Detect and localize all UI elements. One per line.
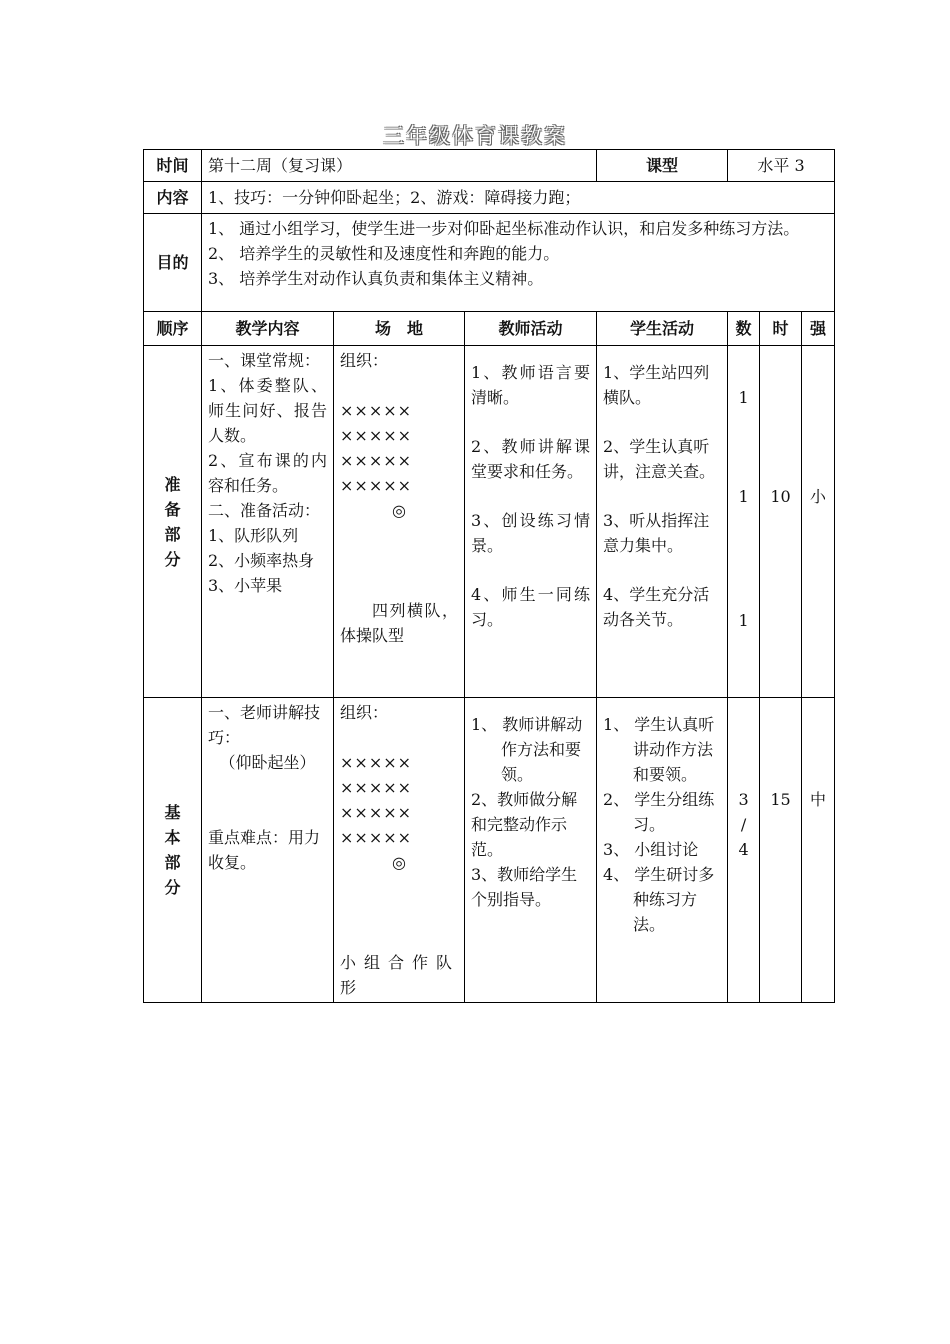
- formation-row: ×××××: [340, 401, 413, 420]
- formation-row: ×××××: [340, 778, 413, 797]
- prep-site: [334, 346, 465, 698]
- row-prep: [144, 346, 835, 698]
- site-note: 四列横队，体操队型: [340, 601, 458, 645]
- list-item: 1、教师语言要清晰。: [471, 363, 591, 407]
- count-value: 1: [738, 388, 749, 407]
- goal-item: 3、 培养学生对动作认真负责和集体主义精神。: [208, 269, 544, 288]
- content-label: 内容: [144, 182, 202, 214]
- list-item: （仰卧起坐）: [219, 753, 316, 772]
- goal-item: 2、 培养学生的灵敏性和及速度性和奔跑的能力。: [208, 244, 560, 263]
- list-item: 3、听从指挥注意力集中。: [603, 511, 710, 555]
- site-label: 组织：: [340, 351, 389, 370]
- header-teacher-activity: 教师活动: [465, 312, 597, 346]
- prep-intensity: 小: [802, 346, 835, 698]
- list-item: 2、 学生分组练习。: [603, 790, 715, 834]
- list-item: 3、教师给学生个别指导。: [471, 865, 578, 909]
- prep-student-activity: [597, 346, 728, 698]
- list-item: 3、 小组讨论: [603, 840, 699, 859]
- count-value: 1: [738, 487, 749, 506]
- list-item: 2、教师做分解和完整动作示范。: [471, 790, 578, 859]
- lesson-plan-table: [143, 149, 835, 1003]
- header-teaching-content: 教学内容: [202, 312, 334, 346]
- goal-label: 目的: [144, 214, 202, 312]
- prep-content: [202, 346, 334, 698]
- list-item: 2、小频率热身: [208, 551, 315, 570]
- list-item: 3、创设练习情景。: [471, 511, 591, 555]
- basic-teacher-activity: [465, 698, 597, 1003]
- formation-row: ×××××: [340, 451, 413, 470]
- teacher-position-mark: ◎: [392, 501, 406, 520]
- list-item: 重点难点：用力收复。: [208, 828, 321, 872]
- list-item: 4、学生充分活动各关节。: [603, 585, 710, 629]
- list-item: 1、 学生认真听讲动作方法和要领。: [603, 715, 715, 784]
- page-title: 三年级体育课教案: [383, 124, 567, 148]
- header-intensity: 强: [802, 312, 835, 346]
- list-item: 一、老师讲解技巧：: [208, 703, 321, 747]
- type-value: 水平 3: [728, 150, 835, 182]
- prep-time: 10: [760, 346, 802, 698]
- list-item: 一、课堂常规：: [208, 351, 321, 370]
- list-item: 2、教师讲解课堂要求和任务。: [471, 437, 591, 481]
- list-item: 4、 学生研讨多种练习方法。: [603, 865, 715, 934]
- formation-row: ×××××: [340, 828, 413, 847]
- basic-content: [202, 698, 334, 1003]
- header-site: 场 地: [334, 312, 465, 346]
- list-item: 4、师生一同练习。: [471, 585, 591, 629]
- count-value: 4: [738, 840, 749, 859]
- header-count: 数: [728, 312, 760, 346]
- site-note: 小组合作队形: [340, 953, 458, 997]
- formation-row: ×××××: [340, 753, 413, 772]
- list-item: 1、体委整队、师生问好、报告人数。: [208, 376, 327, 445]
- list-item: 1、学生站四列横队。: [603, 363, 710, 407]
- header-time: 时: [760, 312, 802, 346]
- header-student-activity: 学生活动: [597, 312, 728, 346]
- list-item: 2、宣布课的内容和任务。: [208, 451, 327, 495]
- basic-intensity: 中: [802, 698, 835, 1003]
- time-value: 第十二周（复习课）: [202, 150, 597, 182]
- prep-section-label: 准 备 部 分: [144, 346, 202, 698]
- basic-student-activity: [597, 698, 728, 1003]
- header-order: 顺序: [144, 312, 202, 346]
- formation-row: ×××××: [340, 426, 413, 445]
- basic-site: [334, 698, 465, 1003]
- row-content: [144, 182, 835, 214]
- teacher-position-mark: ◎: [392, 853, 406, 872]
- formation-row: ×××××: [340, 803, 413, 822]
- count-separator: /: [740, 815, 747, 834]
- prep-teacher-activity: [465, 346, 597, 698]
- goal-item: 1、 通过小组学习，使学生进一步对仰卧起坐标准动作认识，和启发多种练习方法。: [208, 219, 800, 238]
- list-item: 1、 教师讲解动作方法和要领。: [471, 715, 583, 784]
- basic-section-label: 基 本 部 分: [144, 698, 202, 1003]
- row-headers: [144, 312, 835, 346]
- goal-list: [202, 214, 835, 312]
- row-basic: [144, 698, 835, 1003]
- list-item: 2、学生认真听讲，注意关查。: [603, 437, 716, 481]
- prep-counts: [728, 346, 760, 698]
- list-item: 3、小苹果: [208, 576, 283, 595]
- basic-time: 15: [760, 698, 802, 1003]
- list-item: 二、准备活动：: [208, 501, 321, 520]
- site-label: 组织：: [340, 703, 389, 722]
- row-goal: [144, 214, 835, 312]
- formation-row: ×××××: [340, 476, 413, 495]
- row-time: [144, 150, 835, 182]
- time-label: 时间: [144, 150, 202, 182]
- basic-counts: [728, 698, 760, 1003]
- count-value: 3: [738, 790, 749, 809]
- type-label: 课型: [597, 150, 728, 182]
- list-item: 1、队形队列: [208, 526, 299, 545]
- content-value: 1、技巧：一分钟仰卧起坐；2、游戏：障碍接力跑；: [202, 182, 835, 214]
- count-value: 1: [738, 611, 749, 630]
